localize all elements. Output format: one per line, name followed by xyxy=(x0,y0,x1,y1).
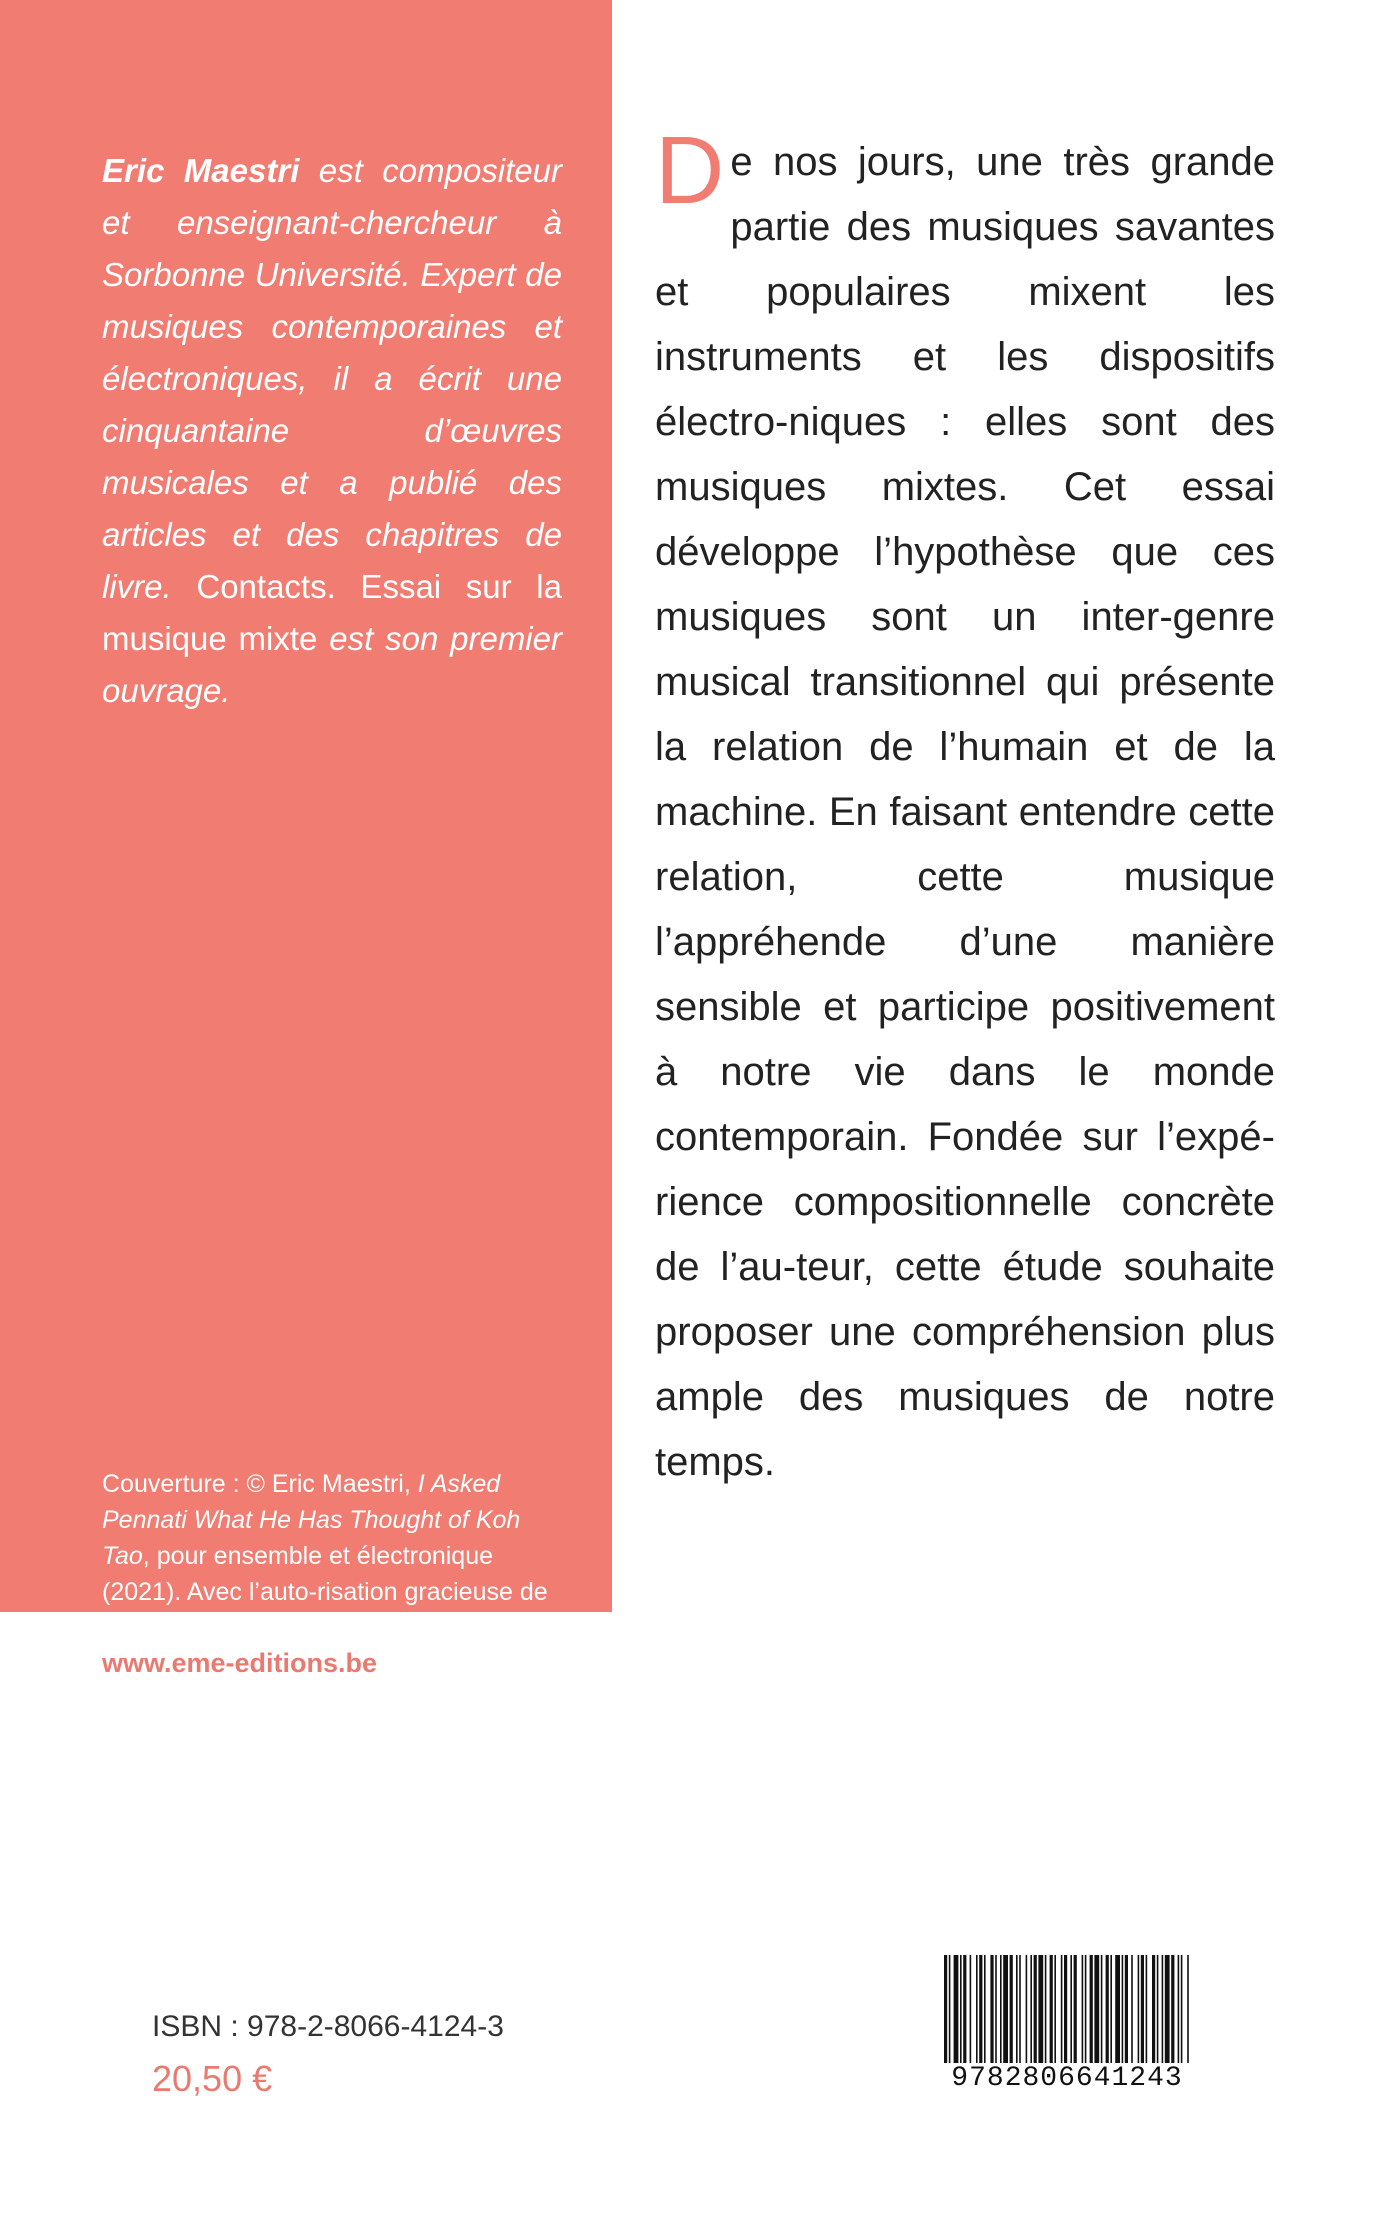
barcode-bar xyxy=(1106,1955,1109,2067)
description-text: e nos jours, une très grande partie des musiques savantes et populaires mixent les instruments et les dispositifs électro-niques : elles sont des musiques mixtes. Cet essai développe l’hypothèse que ces musiques sont un inter-genre musical transitionnel qui présente la relation de l’humain et de la machine. En faisant entendre cette relation, cette musique l’appréhende d’une manière sensible et participe positivement à notre vie dans le monde contemporain. Fondée sur l’expé-rience compositionnelle concrète de l’au-teur, cette étude souhaite proposer une compréhension plus ample des musiques de notre temps. xyxy=(655,140,1275,1484)
barcode-bar xyxy=(1085,1955,1087,2067)
isbn-label: ISBN : 978-2-8066-4124-3 xyxy=(152,2010,504,2043)
barcode-bar xyxy=(944,1955,947,2067)
barcode-bar xyxy=(1061,1955,1063,2067)
author-bio-contacts: Contacts. Essai sur la musique mixte xyxy=(102,568,562,657)
barcode-bar xyxy=(1122,1955,1124,2067)
cover-credit-prefix: Couverture : © Eric Maestri, xyxy=(102,1470,418,1498)
barcode-number: 9782806641243 xyxy=(940,2063,1194,2094)
barcode-bar xyxy=(1034,1955,1037,2067)
author-bio-text: est compositeur et enseignant-chercheur à Sorbonne Université. Expert de musiques contemporaines et électroniques, il a écrit une cinquantaine d’œuvres musicales et a publié des articles et des chapitres de livre. xyxy=(102,152,562,605)
barcode-bar xyxy=(1138,1955,1140,2067)
drop-cap: D xyxy=(655,117,725,224)
barcode-bar xyxy=(1110,1955,1112,2067)
barcode-bar xyxy=(1054,1955,1056,2067)
barcode-bar xyxy=(1026,1955,1028,2067)
barcode-bar xyxy=(1187,1955,1189,2067)
barcode-bar xyxy=(954,1955,959,2067)
barcode-bar xyxy=(1178,1955,1180,2067)
barcode-bar xyxy=(1181,1955,1183,2067)
cover-credit xyxy=(102,1466,562,1646)
barcode-bar xyxy=(1003,1955,1008,2067)
barcode-bar xyxy=(1070,1955,1072,2067)
cover-credit-suffix: , pour ensemble et électronique (2021). Avec l’auto-risation gracieuse de Suvini Zerboni. xyxy=(102,1542,548,1642)
barcode-bar xyxy=(1090,1955,1093,2067)
barcode-bar xyxy=(1019,1955,1021,2067)
barcode-bar xyxy=(979,1955,982,2067)
barcode-bar xyxy=(1030,1955,1032,2067)
barcode-bar xyxy=(949,1955,951,2067)
author-bio xyxy=(102,145,562,717)
barcode-bar xyxy=(1074,1955,1077,2067)
barcode-bar xyxy=(1050,1955,1053,2067)
barcode-bar xyxy=(1131,1955,1133,2067)
barcode-bar xyxy=(970,1955,972,2067)
barcode-bar xyxy=(1115,1955,1120,2067)
barcode-bar xyxy=(976,1955,978,2067)
barcode-bar xyxy=(960,1955,962,2067)
author-bio-closing: est son premier ouvrage. xyxy=(102,620,562,709)
barcode-bar xyxy=(984,1955,986,2067)
barcode-bar xyxy=(1141,1955,1144,2067)
description-paragraph xyxy=(655,117,1275,1495)
barcode-bar xyxy=(1094,1955,1099,2067)
barcode-bar xyxy=(1165,1955,1170,2067)
barcode-bar xyxy=(990,1955,993,2067)
barcode-bar xyxy=(1162,1955,1164,2067)
barcode-bar xyxy=(1171,1955,1174,2067)
barcode-bar xyxy=(995,1955,997,2067)
barcode-bar xyxy=(1101,1955,1103,2067)
price-label: 20,50 € xyxy=(152,2058,273,2099)
barcode-bar xyxy=(1152,1955,1155,2067)
barcode-bar xyxy=(1082,1955,1084,2067)
barcode-bar xyxy=(1045,1955,1047,2067)
barcode-bar xyxy=(1016,1955,1018,2067)
barcode-bar xyxy=(1010,1955,1013,2067)
barcode-bar xyxy=(1157,1955,1159,2067)
cover-work-title: I Asked Pennati What He Has Thought of Koh Tao xyxy=(102,1470,521,1570)
barcode xyxy=(940,1955,1194,2105)
barcode-bar xyxy=(1125,1955,1128,2067)
author-panel xyxy=(0,0,612,1642)
book-description xyxy=(655,117,1275,1495)
author-name: Eric Maestri xyxy=(102,152,300,189)
barcode-bar xyxy=(1038,1955,1043,2067)
barcode-bar xyxy=(1000,1955,1002,2067)
barcode-bar xyxy=(1064,1955,1067,2067)
publisher-website[interactable]: www.eme-editions.be xyxy=(102,1648,378,1678)
barcode-bar xyxy=(1146,1955,1148,2067)
barcode-bar xyxy=(963,1955,966,2067)
